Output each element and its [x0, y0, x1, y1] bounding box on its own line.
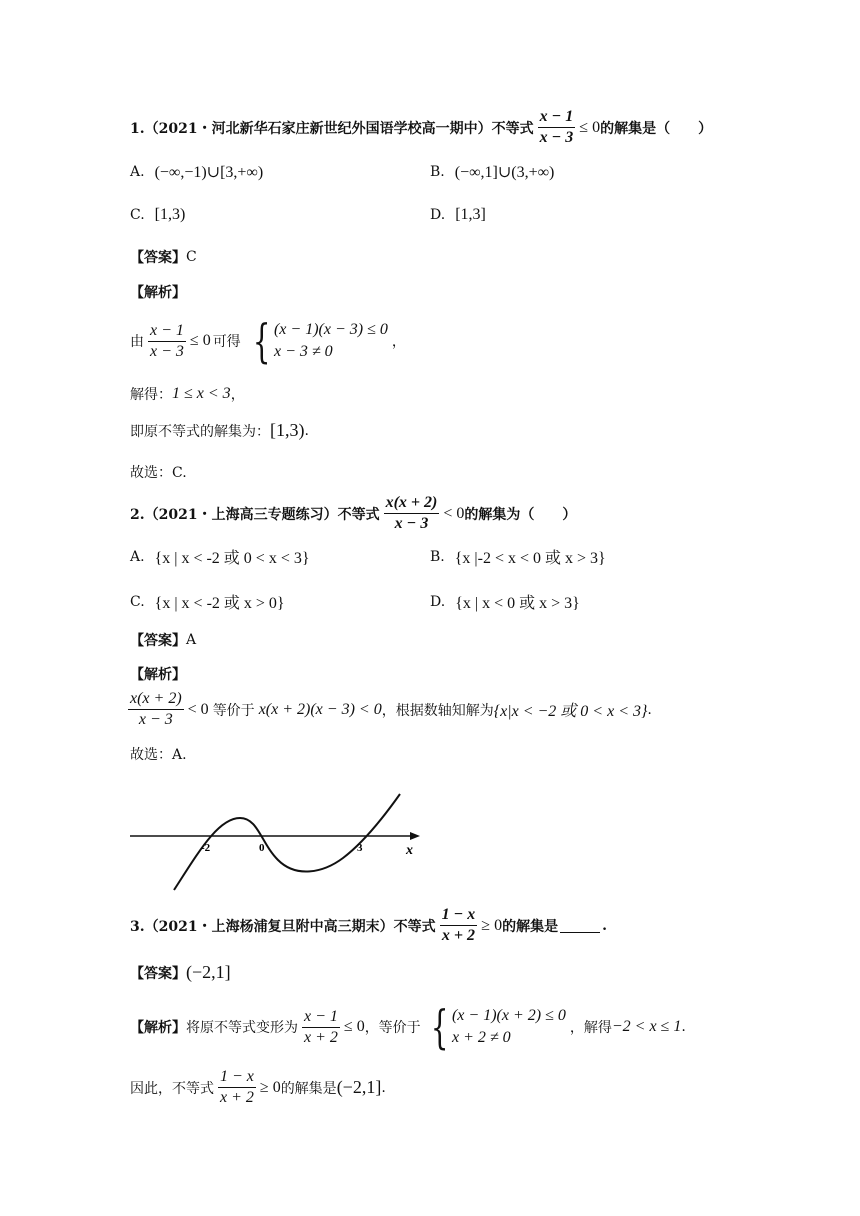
q2-option-a[interactable]	[130, 545, 310, 568]
q2-analysis-label: 【解析】	[130, 667, 186, 683]
q3-sol-frac-den: x + 2	[304, 1028, 338, 1046]
q3-sol-mid2: ，解得	[569, 1020, 612, 1036]
q2-fraction	[384, 494, 440, 533]
q2-sign-graph	[128, 788, 428, 894]
q3-concl-mid: 的解集是	[280, 1080, 337, 1097]
q2-option-b[interactable]	[430, 545, 606, 568]
q2-option-c[interactable]	[130, 590, 285, 613]
q3-solution-line	[130, 1000, 686, 1054]
q2-option-b-text: {x |-2 < x < 0 或 x > 3}	[454, 550, 606, 567]
q2-choose: 故选：A.	[130, 747, 187, 763]
q2-answer-value: A	[186, 632, 197, 648]
q1-set-line	[130, 420, 309, 441]
q1-solve-math: 1 ≤ x < 3	[172, 385, 231, 402]
q3-sol-math: −2 < x ≤ 1	[611, 1018, 682, 1035]
q1-system-row1: (x − 1)(x − 3) ≤ 0	[273, 321, 388, 338]
q1-answer-label: 【答案】	[130, 250, 186, 266]
q3-frac-den: x + 2	[441, 927, 475, 944]
q1-option-a-text: (−∞,−1)∪[3,+∞)	[154, 164, 264, 181]
q1-option-a[interactable]	[130, 162, 263, 182]
q1-answer	[130, 247, 197, 267]
q1-sol-mid: 可得	[212, 334, 241, 350]
q2-header: 2.（2021・上海高三专题练习）不等式	[130, 506, 380, 523]
q3-concl-math: (−2,1]	[336, 1077, 382, 1097]
q1-set-math: [1,3)	[270, 420, 305, 440]
q1-solution-line	[130, 314, 406, 368]
q1-option-d-label: D.	[430, 207, 446, 223]
q1-option-c-text: [1,3)	[154, 206, 186, 223]
q1-choose: 故选：C.	[130, 465, 187, 481]
q2-sol-frac-den: x − 3	[138, 711, 173, 728]
q2-option-a-text: {x | x < -2 或 0 < x < 3}	[154, 550, 310, 567]
graph-label-3: 3	[357, 842, 363, 854]
q1-frac-num: x − 1	[538, 108, 576, 128]
q1-stem	[130, 108, 712, 147]
q2-answer	[130, 630, 196, 650]
q1-option-a-label: A.	[130, 164, 145, 180]
q1-frac-den: x − 3	[539, 129, 574, 146]
q2-option-a-label: A.	[130, 548, 145, 565]
q2-sol-relation: < 0	[187, 700, 209, 718]
q2-frac-den: x − 3	[394, 515, 429, 532]
q2-sol-mid: 等价于	[212, 702, 255, 719]
q1-option-d-text: [1,3]	[455, 206, 486, 223]
q3-tail: 的解集是	[502, 918, 559, 935]
q2-sol-end: .	[647, 701, 652, 718]
q2-solution-line	[128, 690, 652, 729]
q3-answer-blank[interactable]	[560, 918, 600, 933]
q1-option-c[interactable]	[130, 206, 185, 224]
q3-sol-end: .	[681, 1019, 686, 1035]
q1-tail: 的解集是（ ）	[600, 120, 713, 137]
graph-label-0: 0	[259, 842, 265, 854]
q3-system-row1: (x − 1)(x + 2) ≤ 0	[451, 1007, 566, 1024]
q1-header: 1.（2021・河北新华石家庄新世纪外国语学校高一期中）不等式	[130, 120, 534, 137]
q1-relation: ≤ 0	[579, 118, 601, 136]
q3-analysis-label: 【解析】	[130, 1020, 186, 1036]
q3-sol-relation: ≤ 0	[343, 1018, 365, 1035]
q1-set-text: 即原不等式的解集为：	[130, 423, 270, 440]
q1-answer-value: C	[186, 249, 197, 265]
x-axis-arrow-icon	[410, 832, 420, 840]
q2-stem	[130, 494, 576, 533]
q2-sol-math: x(x + 2)(x − 3) < 0	[258, 700, 382, 718]
q1-system: { (x − 1)(x − 3) ≤ 0 x − 3 ≠ 0	[252, 314, 388, 368]
q1-sol-frac-den: x − 3	[150, 342, 184, 360]
q1-option-d[interactable]	[430, 206, 486, 224]
q1-solve-line	[130, 384, 245, 404]
q2-sol-mid2: ，根据数轴知解为	[381, 702, 494, 719]
q3-conclusion-line	[130, 1068, 386, 1107]
q3-concl-text: 因此，不等式	[130, 1080, 214, 1097]
q3-frac-num: 1 − x	[440, 906, 478, 926]
q3-concl-fraction	[218, 1068, 256, 1107]
q1-analysis-label: 【解析】	[130, 285, 186, 301]
q3-concl-relation: ≥ 0	[259, 1078, 281, 1096]
q1-option-b[interactable]	[430, 162, 554, 182]
q2-frac-num: x(x + 2)	[384, 494, 440, 514]
q1-option-c-label: C.	[130, 207, 145, 223]
graph-label-neg2: -2	[201, 842, 211, 854]
q3-sol-fraction	[302, 1008, 340, 1047]
q2-sol-fraction	[128, 690, 184, 729]
q3-answer-label: 【答案】	[130, 965, 186, 982]
q1-set-end: .	[304, 422, 309, 439]
graph-label-x: x	[406, 843, 413, 858]
q2-answer-label: 【答案】	[130, 633, 186, 649]
q2-sol-set: {x|x < −2 或 0 < x < 3}	[493, 703, 648, 720]
q2-option-c-text: {x | x < -2 或 x > 0}	[154, 595, 285, 612]
q3-tail-end: .	[602, 917, 607, 934]
q1-sol-pre: 由	[130, 334, 144, 350]
q2-option-d[interactable]	[430, 590, 580, 613]
q3-sol-text1: 将原不等式变形为	[186, 1020, 298, 1036]
q3-concl-frac-den: x + 2	[220, 1089, 254, 1106]
q1-sol-comma: ，	[391, 334, 406, 350]
q2-option-c-label: C.	[130, 593, 145, 610]
q2-option-d-label: D.	[430, 593, 446, 610]
q3-stem	[130, 906, 607, 945]
q3-fraction	[440, 906, 478, 945]
q3-concl-end: .	[381, 1079, 386, 1096]
q1-sol-fraction	[148, 322, 186, 361]
q3-answer-value: (−2,1]	[186, 962, 231, 982]
q3-system-row2: x + 2 ≠ 0	[451, 1029, 511, 1046]
q2-tail: 的解集为（ ）	[464, 506, 577, 523]
q3-system: { (x − 1)(x + 2) ≤ 0 x + 2 ≠ 0	[430, 1000, 566, 1054]
q1-option-b-label: B.	[430, 164, 445, 180]
q1-option-b-text: (−∞,1]∪(3,+∞)	[454, 164, 555, 181]
q3-header: 3.（2021・上海杨浦复旦附中高三期末）不等式	[130, 918, 436, 935]
q1-fraction	[538, 108, 576, 147]
q1-sol-frac-num: x − 1	[148, 322, 186, 342]
q2-option-d-text: {x | x < 0 或 x > 3}	[455, 595, 580, 612]
q3-sol-frac-num: x − 1	[302, 1008, 340, 1028]
q3-answer	[130, 962, 231, 983]
q1-sol-relation: ≤ 0	[189, 332, 211, 349]
q1-system-row2: x − 3 ≠ 0	[273, 343, 333, 360]
q3-relation: ≥ 0	[481, 916, 503, 934]
q1-solve-text: 解得：	[130, 387, 172, 403]
q3-sol-mid: ，等价于	[364, 1020, 421, 1036]
q2-option-b-label: B.	[430, 548, 445, 565]
q3-concl-frac-num: 1 − x	[218, 1068, 256, 1088]
q2-sol-frac-num: x(x + 2)	[128, 690, 184, 710]
q2-relation: < 0	[443, 504, 465, 522]
q1-solve-end: ，	[230, 387, 245, 403]
